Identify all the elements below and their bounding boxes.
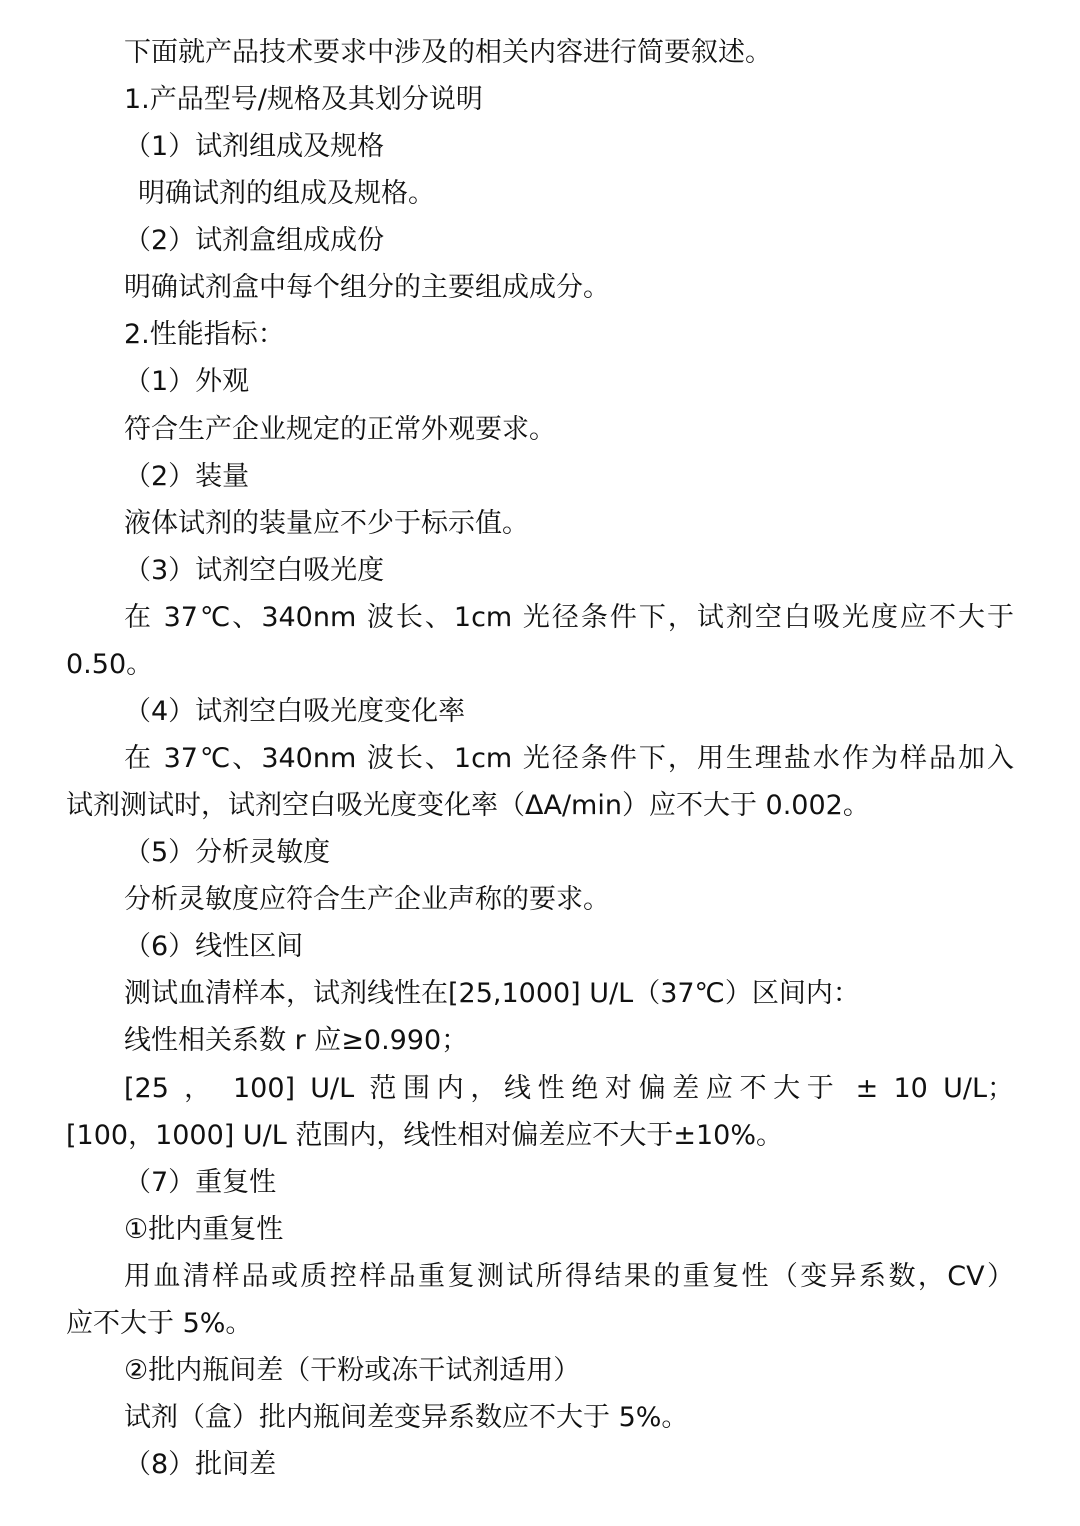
subsection-heading: （4）试剂空白吸光度变化率: [124, 696, 466, 727]
section-heading: 2.性能指标：: [124, 319, 285, 350]
text-line: 液体试剂的装量应不少于标示值。: [124, 508, 529, 539]
text-line: 试剂（盒）批内瓶间差变异系数应不大于 5%。: [124, 1402, 689, 1433]
section-heading: 1.产品型号/规格及其划分说明: [124, 84, 483, 115]
text-line: 明确试剂的组成及规格。: [138, 178, 435, 209]
subsection-heading: （6）线性区间: [124, 931, 304, 962]
text-line: 用血清样品或质控样品重复测试所得结果的重复性（变异系数，CV）: [124, 1261, 1014, 1292]
text-line: 测试血清样本，试剂线性在[25,1000] U/L（37℃）区间内：: [124, 978, 860, 1009]
text-line: 下面就产品技术要求中涉及的相关内容进行简要叙述。: [124, 37, 772, 68]
text-line: 明确试剂盒中每个组分的主要组成成分。: [124, 272, 610, 303]
subsection-heading: （5）分析灵敏度: [124, 837, 331, 868]
text-line: 在 37℃、340nm 波长、1cm 光径条件下，试剂空白吸光度应不大于: [124, 602, 1014, 633]
text-line: 在 37℃、340nm 波长、1cm 光径条件下，用生理盐水作为样品加入: [124, 743, 1014, 774]
text-line: [25 ， 100] U/L 范围内，线性绝对偏差应不大于 ± 10 U/L；: [124, 1073, 1014, 1104]
subsection-heading: （2）试剂盒组成成份: [124, 225, 385, 256]
text-line: 试剂测试时，试剂空白吸光度变化率（ΔA/min）应不大于 0.002。: [66, 790, 870, 821]
text-line: 应不大于 5%。: [66, 1308, 253, 1339]
subsection-heading: （1）试剂组成及规格: [124, 131, 385, 162]
subsection-heading: （2）装量: [124, 461, 250, 492]
text-line: 线性相关系数 r 应≥0.990；: [124, 1025, 469, 1056]
subsection-heading: （1）外观: [124, 366, 250, 397]
subsection-heading: ②批内瓶间差（干粉或冻干试剂适用）: [124, 1355, 581, 1386]
text-line: 0.50。: [66, 649, 154, 680]
subsection-heading: ①批内重复性: [124, 1214, 284, 1245]
subsection-heading: （8）批间差: [124, 1449, 277, 1480]
text-line: [100，1000] U/L 范围内，线性相对偏差应不大于±10%。: [66, 1120, 784, 1151]
text-line: 符合生产企业规定的正常外观要求。: [124, 414, 556, 445]
subsection-heading: （7）重复性: [124, 1167, 277, 1198]
text-line: 分析灵敏度应符合生产企业声称的要求。: [124, 884, 610, 915]
subsection-heading: （3）试剂空白吸光度: [124, 555, 385, 586]
